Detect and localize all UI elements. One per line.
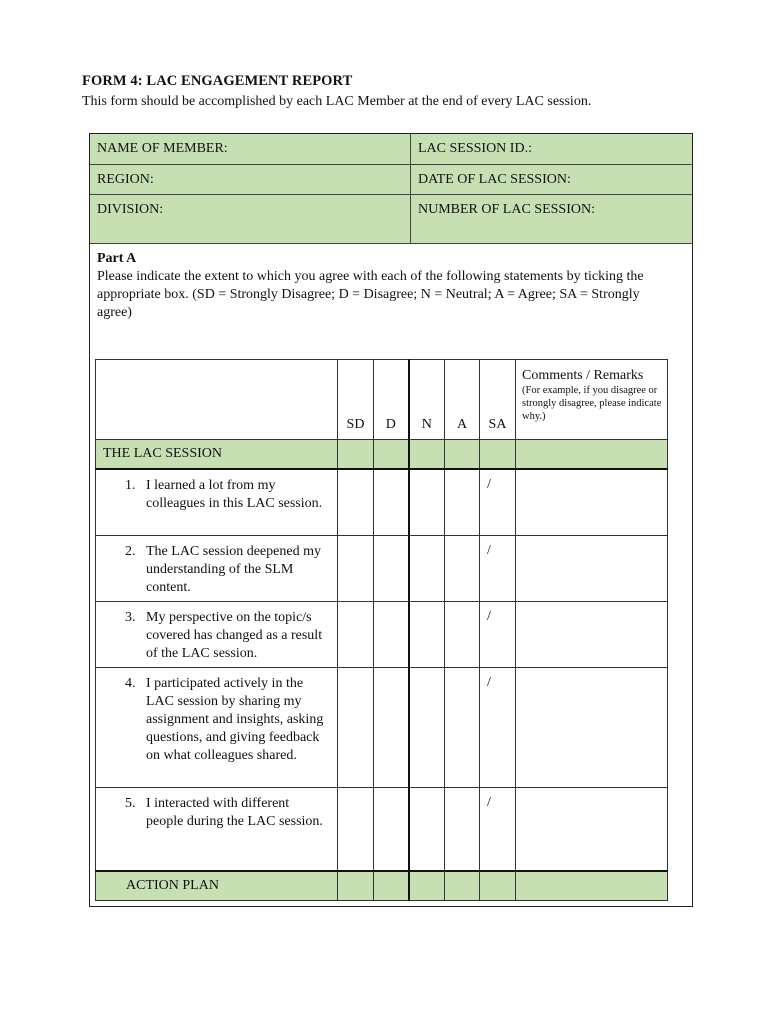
rating-cell-sa[interactable]: / [480,667,516,787]
comment-cell[interactable] [516,601,668,667]
section-label-lac-session: THE LAC SESSION [96,440,338,470]
scale-sa-header: SA [480,360,516,440]
name-of-member-field[interactable]: NAME OF MEMBER: [90,134,411,164]
item-text: My perspective on the topic/s covered has changed as a result of the LAC session. [146,609,323,661]
comments-note: (For example, if you disagree or strongly disagree, please indicate why.) [522,385,662,422]
rating-cell-n[interactable] [409,787,445,871]
table-header-row [96,360,668,440]
part-a-heading: Part A [97,251,137,266]
lac-session-id-field[interactable]: LAC SESSION ID.: [418,141,532,156]
item-number: 4. [125,675,136,691]
item-number: 1. [125,478,136,493]
rating-cell-a[interactable] [445,469,480,535]
rating-cell-sa[interactable]: / [480,787,516,871]
rating-table [95,359,668,901]
rating-cell-sd[interactable] [338,787,374,871]
section-cell [409,440,445,470]
table-row [96,535,668,601]
section-cell [480,440,516,470]
division-field[interactable]: DIVISION: [90,195,411,243]
statement-header-cell [96,360,338,440]
rating-cell-d[interactable] [374,787,409,871]
rating-cell-d[interactable] [374,601,409,667]
number-of-session-field[interactable]: NUMBER OF LAC SESSION: [418,202,595,217]
scale-sd-header: SD [338,360,374,440]
table-row [96,667,668,787]
rating-cell-n[interactable] [409,469,445,535]
statement-cell [96,535,338,601]
section-cell [409,871,445,901]
rating-cell-n[interactable] [409,667,445,787]
rating-cell-a[interactable] [445,535,480,601]
rating-cell-sd[interactable] [338,535,374,601]
form-title: FORM 4: LAC ENGAGEMENT REPORT [82,73,353,89]
table-row [96,469,668,535]
statement-cell [96,667,338,787]
scale-a-header: A [445,360,480,440]
rating-cell-n[interactable] [409,601,445,667]
item-text: I participated actively in the LAC session by sharing my assignment and insights, asking questions, and giving feedback on what colleagues shared. [146,675,324,763]
rating-cell-a[interactable] [445,601,480,667]
header-row-1 [90,134,692,165]
statement-cell [96,601,338,667]
section-cell [445,440,480,470]
section-cell [338,440,374,470]
item-text: The LAC session deepened my understanding of the SLM content. [146,543,321,595]
header-row-3 [90,195,692,244]
comment-cell[interactable] [516,535,668,601]
form-container [89,133,693,907]
comment-cell[interactable] [516,667,668,787]
section-cell [338,871,374,901]
section-cell [480,871,516,901]
date-of-session-field[interactable]: DATE OF LAC SESSION: [418,172,571,187]
section-row-lac-session [96,440,668,470]
statement-cell [96,787,338,871]
rating-cell-a[interactable] [445,667,480,787]
rating-cell-a[interactable] [445,787,480,871]
section-cell [516,871,668,901]
section-cell [374,871,409,901]
statement-cell [96,469,338,535]
form-subtitle: This form should be accomplished by each LAC Member at the end of every LAC session. [82,94,592,109]
rating-cell-sd[interactable] [338,469,374,535]
region-field[interactable]: REGION: [90,165,411,194]
rating-cell-d[interactable] [374,667,409,787]
part-a-instructions: Please indicate the extent to which you agree with each of the following statements by ticking the appropriate box. (SD = Strongly Disagree; D = Disagree; N = Neutral; A = Agree; SA = Strongly agree) [97,269,644,320]
item-number: 3. [125,609,136,625]
scale-n-header: N [409,360,445,440]
scale-d-header: D [374,360,409,440]
item-text: I interacted with different people during the LAC session. [146,795,323,829]
rating-cell-sd[interactable] [338,601,374,667]
section-label-action-plan: ACTION PLAN [96,871,338,901]
section-cell [516,440,668,470]
item-number: 2. [125,543,136,559]
rating-cell-d[interactable] [374,469,409,535]
table-row [96,787,668,871]
item-number: 5. [125,795,136,811]
section-cell [445,871,480,901]
item-text: I learned a lot from my colleagues in this LAC session. [146,478,323,511]
rating-cell-sa[interactable]: / [480,601,516,667]
comments-header [516,360,668,440]
rating-cell-n[interactable] [409,535,445,601]
rating-cell-sa[interactable]: / [480,469,516,535]
rating-cell-d[interactable] [374,535,409,601]
table-row [96,601,668,667]
part-a-section [97,250,677,322]
rating-cell-sd[interactable] [338,667,374,787]
comment-cell[interactable] [516,469,668,535]
section-cell [374,440,409,470]
section-row-action-plan [96,871,668,901]
rating-cell-sa[interactable]: / [480,535,516,601]
comment-cell[interactable] [516,787,668,871]
comments-title: Comments / Remarks [522,368,644,383]
header-row-2 [90,165,692,195]
